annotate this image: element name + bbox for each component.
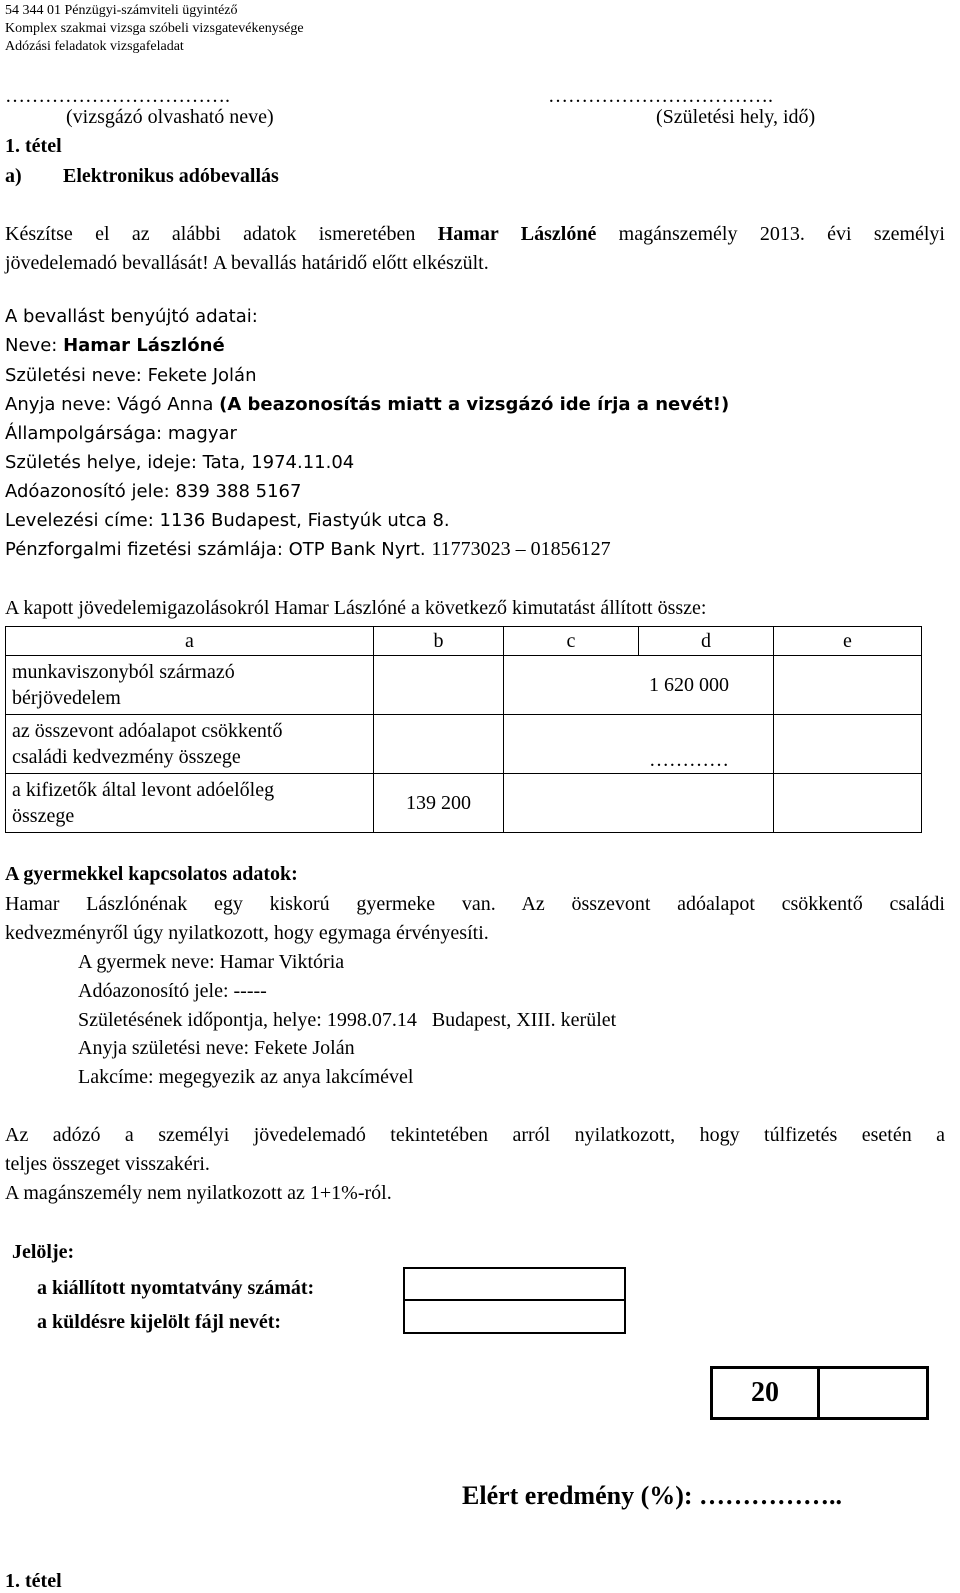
child-tax-id: Adóazonosító jele: ----- [78,980,267,1002]
cell-b [374,715,504,774]
children-heading: A gyermekkel kapcsolatos adatok: [5,863,298,885]
filer-name: Neve: Hamar Lászlóné [5,335,225,356]
row-label: az összevont adóalapot csökkentő családi kedvezmény összege [6,715,374,774]
filer-birth: Születés helye, ideje: Tata, 1974.11.04 [5,452,355,473]
task-number: 1. tétel [5,135,62,157]
cell-e [774,656,922,715]
income-table [5,626,922,833]
intro-line-2: jövedelemadó bevallását! A bevallás határidő előtt elkészült. [5,252,489,274]
result-label: Elért eredmény (%): …………….. [462,1481,843,1510]
cell-cd: 1 620 000 [504,656,774,715]
col-header-d: d [639,627,774,656]
filer-tax-id: Adóazonosító jele: 839 388 5167 [5,481,302,502]
declaration-line-1: Az adózó a személyi jövedelemadó tekintetében arról nyilatkozott, hogy túlfizetés esetén a [5,1124,945,1146]
header-line-1: 54 344 01 Pénzügyi-számviteli ügyintéző [5,3,238,18]
cell-b [374,656,504,715]
child-name: A gyermek neve: Hamar Viktória [78,951,345,973]
filer-mother: Anyja neve: Vágó Anna (A beazonosítás miatt a vizsgázó ide írja a nevét!) [5,394,730,415]
cell-b: 139 200 [374,774,504,833]
child-birth: Születésének időpontja, helye: 1998.07.14 Budapest, XIII. kerület [78,1009,617,1031]
income-intro: A kapott jövedelemigazolásokról Hamar Lászlóné a következő kimutatást állított össze: [5,597,707,619]
table-row [6,774,922,833]
file-name-label: a küldésre kijelölt fájl nevét: [37,1311,282,1333]
task-title: Elektronikus adóbevallás [63,165,279,187]
table-header-row [6,627,922,656]
earned-points-field[interactable] [820,1369,926,1417]
row-label: munkaviszonyból származó bérjövedelem [6,656,374,715]
child-mother: Anyja születési neve: Fekete Jolán [78,1037,355,1059]
name-caption: (vizsgázó olvasható neve) [66,106,274,128]
filer-address: Levelezési címe: 1136 Budapest, Fiastyúk utca 8. [5,510,450,531]
max-points: 20 [713,1369,820,1417]
intro-line-1: Készítse el az alábbi adatok ismeretében Hamar Lászlóné magánszemély 2013. évi személyi [5,223,945,245]
table-row [6,656,922,715]
birth-caption: (Születési hely, idő) [656,106,816,128]
cell-e [774,715,922,774]
header-line-3: Adózási feladatok vizsgafeladat [5,39,184,54]
declaration-line-3: A magánszemély nem nyilatkozott az 1+1%-ról. [5,1182,392,1204]
file-name-answer-box[interactable] [403,1299,626,1334]
cell-cd [504,774,774,833]
birth-dots: ……………………………. [548,85,773,107]
form-number-answer-box[interactable] [403,1267,626,1301]
col-header-a: a [6,627,374,656]
child-address: Lakcíme: megegyezik az anya lakcímével [78,1066,414,1088]
name-dots: ……………………………. [5,85,230,107]
declaration-line-2: teljes összeget visszakéri. [5,1153,210,1175]
mark-heading: Jelölje: [12,1241,75,1263]
cell-e [774,774,922,833]
table-row [6,715,922,774]
score-box [710,1366,929,1420]
col-header-e: e [774,627,922,656]
filer-citizenship: Állampolgársága: magyar [5,423,237,444]
header-line-2: Komplex szakmai vizsga szóbeli vizsgatevékenysége [5,21,304,36]
col-header-c: c [504,627,639,656]
filer-bank: Pénzforgalmi fizetési számlája: OTP Bank Nyrt. 11773023 – 01856127 [5,538,611,560]
task-letter: a) [5,165,22,187]
col-header-b: b [374,627,504,656]
row-label: a kifizetők által levont adóelőleg összege [6,774,374,833]
children-text-line-1: Hamar Lászlónénak egy kiskorú gyermeke van. Az összevont adóalapot csökkentő családi [5,893,945,915]
filer-birth-name: Születési neve: Fekete Jolán [5,365,257,386]
form-number-label: a kiállított nyomtatvány számát: [37,1277,315,1299]
cell-cd: ………… [504,715,774,774]
footer-task-number: 1. tétel [5,1570,62,1592]
filer-heading: A bevallást benyújtó adatai: [5,306,258,327]
children-text-line-2: kedvezményről úgy nyilatkozott, hogy egymaga érvényesíti. [5,922,489,944]
